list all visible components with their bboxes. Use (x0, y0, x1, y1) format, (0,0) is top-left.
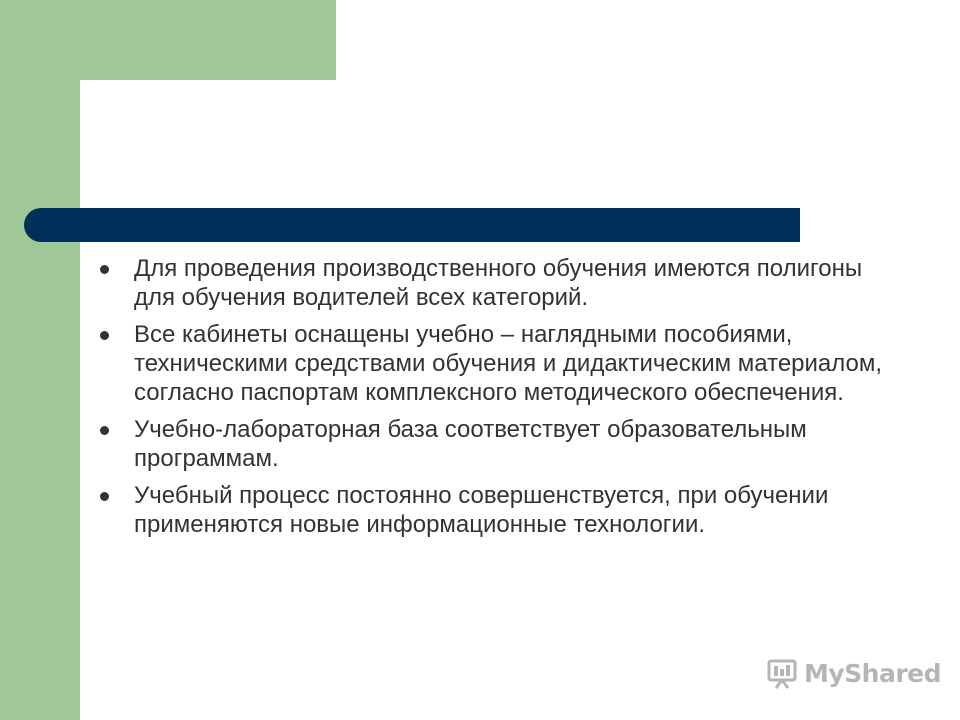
left-green-band (0, 0, 80, 720)
bullet-text: Учебный процесс постоянно совершенствуется, при обучении применяются новые информационные технологии. (134, 482, 829, 538)
bullet-item (98, 415, 888, 473)
presentation-board-icon (766, 656, 800, 690)
bullet-list (98, 254, 888, 547)
bullet-item (98, 320, 888, 407)
watermark-logo (766, 656, 941, 690)
watermark-text: MyShared (804, 658, 942, 688)
bullet-item (98, 481, 888, 539)
bullet-dot-icon (100, 492, 109, 501)
bullet-dot-icon (100, 331, 109, 340)
bullet-item (98, 254, 888, 312)
bullet-dot-icon (100, 426, 109, 435)
top-green-band (0, 0, 336, 80)
bullet-dot-icon (100, 265, 109, 274)
bullet-text: Все кабинеты оснащены учебно – наглядными пособиями, техническими средствами обучения и дидактическим материалом, согласно паспортам комплексного методического обеспечения. (134, 321, 883, 406)
bullet-text: Учебно-лабораторная база соответствует образовательным программам. (134, 416, 807, 472)
title-bar (24, 208, 800, 242)
rounded-corner-panel (80, 80, 200, 200)
bullet-text: Для проведения производственного обучения имеются полигоны для обучения водителей всех категорий. (134, 255, 863, 311)
